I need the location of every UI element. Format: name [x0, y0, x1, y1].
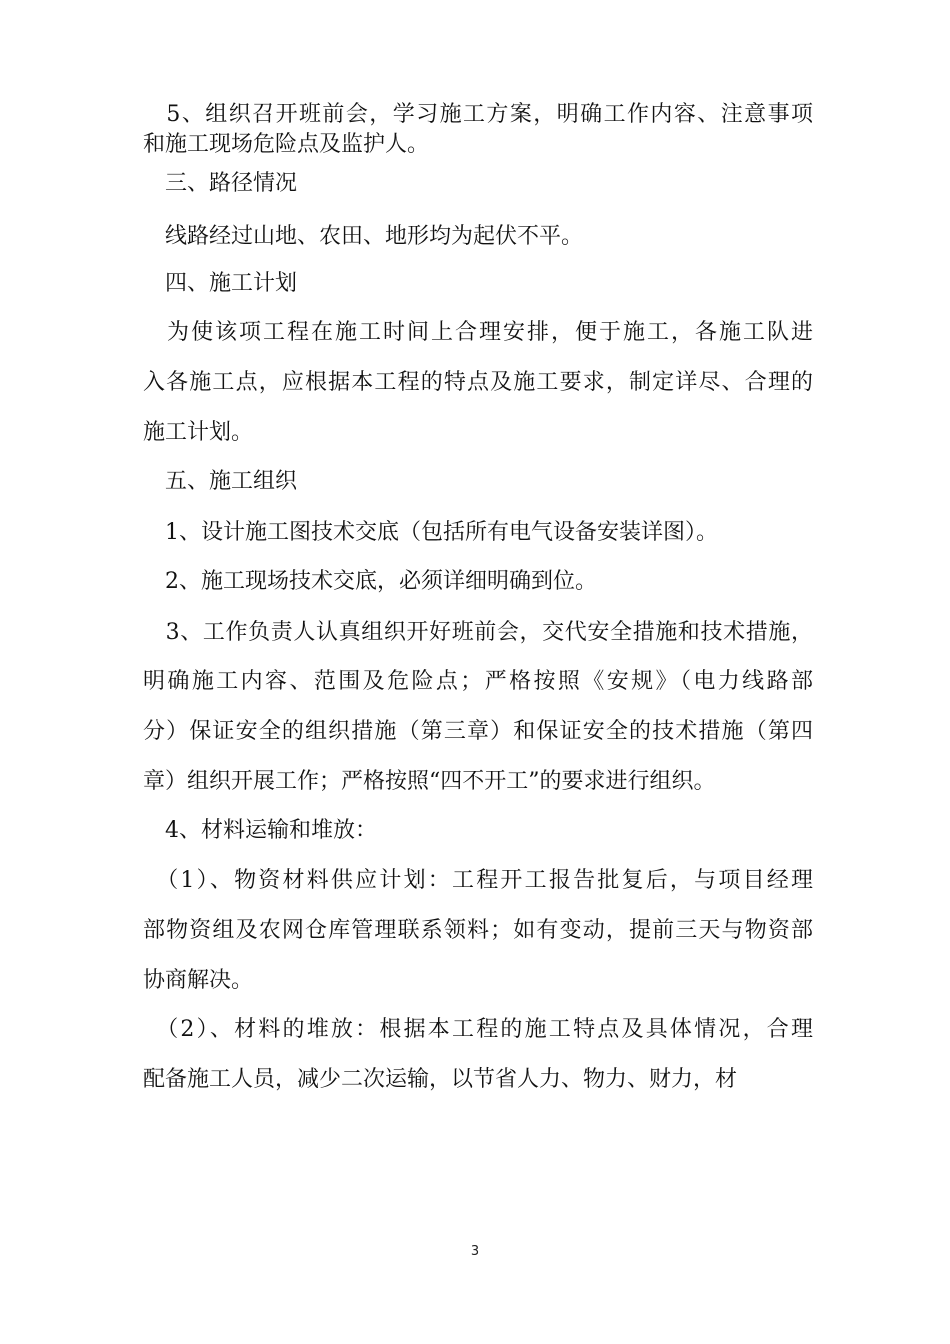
item-4-1-line-2: 部物资组及农网仓库管理联系领料；如有变动，提前三天与物资部: [143, 918, 813, 943]
item-4-1-line-1: （1）、物资材料供应计划：工程开工报告批复后，与项目经理: [143, 868, 813, 893]
para-route: 线路经过山地、农田、地形均为起伏不平。: [143, 224, 584, 249]
para-1-line-2: 和施工现场危险点及监护人。: [143, 132, 430, 157]
heading-organization: 五、施工组织: [143, 469, 298, 494]
para-plan-line-1: 为使该项工程在施工时间上合理安排，便于施工，各施工队进: [143, 320, 813, 345]
heading-route: 三、路径情况: [143, 171, 298, 196]
item-4-1-line-3: 协商解决。: [143, 968, 254, 993]
item-1: 1、设计施工图技术交底（包括所有电气设备安装详图）。: [143, 520, 718, 545]
item-2: 2、施工现场技术交底，必须详细明确到位。: [143, 569, 597, 594]
item-4: 4、材料运输和堆放：: [143, 818, 377, 843]
para-plan-line-2: 入各施工点，应根据本工程的特点及施工要求，制定详尽、合理的: [143, 370, 813, 395]
item-3-line-4: 章）组织开展工作；严格按照“四不开工”的要求进行组织。: [143, 769, 716, 794]
item-3-line-3: 分）保证安全的组织措施（第三章）和保证安全的技术措施（第四: [143, 719, 813, 744]
page-number: 3: [470, 1244, 480, 1259]
para-1-line-1: 5、组织召开班前会，学习施工方案，明确工作内容、注意事项: [143, 102, 813, 127]
item-3-line-2: 明确施工内容、范围及危险点；严格按照《安规》（电力线路部: [143, 669, 813, 694]
item-4-2-line-2: 配备施工人员，减少二次运输，以节省人力、物力、财力，材: [143, 1067, 738, 1092]
heading-plan: 四、施工计划: [143, 271, 298, 296]
item-3-line-1: 3、工作负责人认真组织开好班前会，交代安全措施和技术措施，: [143, 620, 813, 645]
item-4-2-line-1: （2）、材料的堆放：根据本工程的施工特点及具体情况，合理: [143, 1017, 813, 1042]
para-plan-line-3: 施工计划。: [143, 420, 254, 445]
